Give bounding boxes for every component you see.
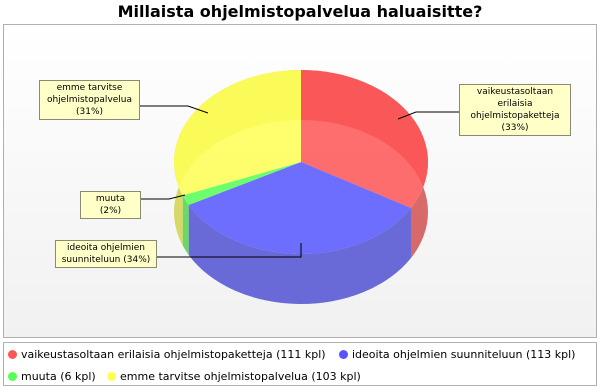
legend-item-vaikeustasoltaan [8, 348, 326, 361]
pie-chart [4, 25, 598, 339]
legend [3, 342, 597, 386]
plot-area [3, 24, 597, 338]
legend-item-emme [107, 370, 361, 383]
legend-dot [8, 350, 17, 359]
slice-label-muuta: muuta (2%) [80, 191, 141, 219]
slice-label-emme: emme tarvitse ohjelmistopalvelua (31%) [39, 80, 140, 120]
legend-dot [107, 372, 116, 381]
slice-side [183, 195, 189, 254]
legend-item-ideoita [339, 348, 575, 361]
legend-label: muuta (6 kpl) [21, 370, 96, 383]
legend-label: emme tarvitse ohjelmistopalvelua (103 kpl) [120, 370, 361, 383]
slice-label-vaikeustasoltaan: vaikeustasoltaan erilaisia ohjelmistopaketteja (33%) [459, 84, 571, 136]
legend-dot [8, 372, 17, 381]
legend-label: ideoita ohjelmien suunniteluun (113 kpl) [352, 348, 576, 361]
legend-dot [339, 350, 348, 359]
chart-title: Millaista ohjelmistopalvelua haluaisitte? [117, 2, 483, 21]
slice-label-ideoita: ideoita ohjelmien suunniteluun (34%) [55, 240, 157, 268]
legend-item-muuta [8, 370, 96, 383]
legend-label: vaikeustasoltaan erilaisia ohjelmistopaketteja (111 kpl) [21, 348, 326, 361]
